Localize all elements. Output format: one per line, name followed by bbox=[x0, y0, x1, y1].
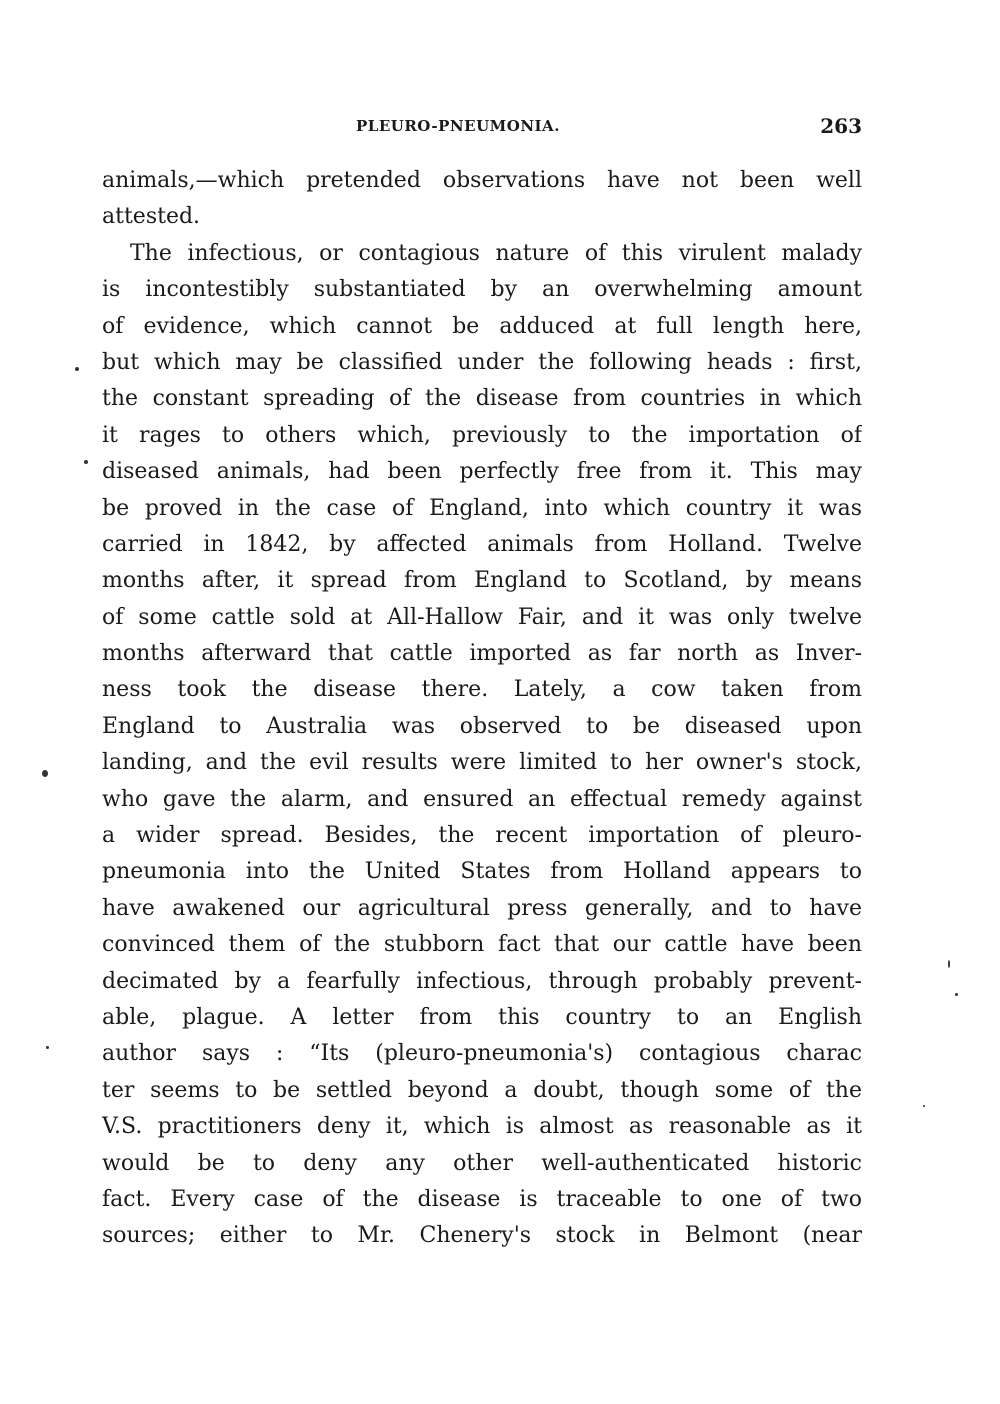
text-line: decimated by a fearfully infectious, through probably prevent- bbox=[102, 968, 862, 994]
text-line: author says : “Its (pleuro-pneumonia's) contagious charac bbox=[102, 1041, 862, 1067]
scan-speck bbox=[42, 770, 48, 777]
text-line: diseased animals, had been perfectly free from it. This may bbox=[102, 459, 862, 485]
text-line: be proved in the case of England, into which country it was bbox=[102, 495, 862, 521]
page-number: 263 bbox=[820, 114, 862, 138]
text-line: England to Australia was observed to be diseased upon bbox=[102, 713, 862, 739]
scan-speck bbox=[955, 993, 958, 996]
running-title: PLEURO-PNEUMONIA. bbox=[356, 117, 560, 135]
text-line: fact. Every case of the disease is traceable to one of two bbox=[102, 1186, 862, 1212]
text-line: is incontestibly substantiated by an overwhelming amount bbox=[102, 277, 862, 303]
scan-speck bbox=[84, 460, 88, 464]
text-line: The infectious, or contagious nature of this virulent malady bbox=[130, 240, 862, 266]
text-line: animals,—which pretended observations have not been well bbox=[102, 168, 862, 193]
scan-speck bbox=[46, 1046, 49, 1049]
scan-speck bbox=[948, 960, 950, 968]
text-line: ness took the disease there. Lately, a cow taken from bbox=[102, 677, 862, 703]
scan-speck bbox=[75, 367, 79, 371]
text-line: convinced them of the stubborn fact that our cattle have been bbox=[102, 932, 862, 958]
text-line: a wider spread. Besides, the recent importation of pleuro- bbox=[102, 823, 862, 849]
scan-speck bbox=[923, 1105, 925, 1107]
text-line: V.S. practitioners deny it, which is almost as reasonable as it bbox=[102, 1114, 862, 1140]
body-text bbox=[102, 163, 862, 1255]
text-line: carried in 1842, by affected animals from Holland. Twelve bbox=[102, 531, 862, 557]
text-line: months afterward that cattle imported as far north as Inver- bbox=[102, 641, 862, 667]
text-line: landing, and the evil results were limited to her owner's stock, bbox=[102, 750, 862, 776]
text-line: of some cattle sold at All-Hallow Fair, and it was only twelve bbox=[102, 604, 862, 630]
text-line: would be to deny any other well-authenticated historic bbox=[102, 1150, 862, 1176]
text-line: pneumonia into the United States from Holland appears to bbox=[102, 859, 862, 885]
text-line: months after, it spread from England to Scotland, by means bbox=[102, 568, 862, 594]
text-line: ter seems to be settled beyond a doubt, though some of the bbox=[102, 1077, 862, 1103]
text-line: of evidence, which cannot be adduced at full length here, bbox=[102, 313, 862, 339]
text-line: have awakened our agricultural press generally, and to have bbox=[102, 895, 862, 921]
text-line: able, plague. A letter from this country to an English bbox=[102, 1004, 862, 1030]
text-line: attested. bbox=[102, 204, 201, 230]
page-header bbox=[102, 114, 862, 147]
text-line: who gave the alarm, and ensured an effectual remedy against bbox=[102, 786, 862, 812]
text-line: but which may be classified under the following heads : first, bbox=[102, 349, 862, 375]
text-line: sources; either to Mr. Chenery's stock in Belmont (near bbox=[102, 1223, 862, 1249]
text-line: it rages to others which, previously to the importation of bbox=[102, 422, 862, 448]
text-line: the constant spreading of the disease from countries in which bbox=[102, 386, 862, 412]
